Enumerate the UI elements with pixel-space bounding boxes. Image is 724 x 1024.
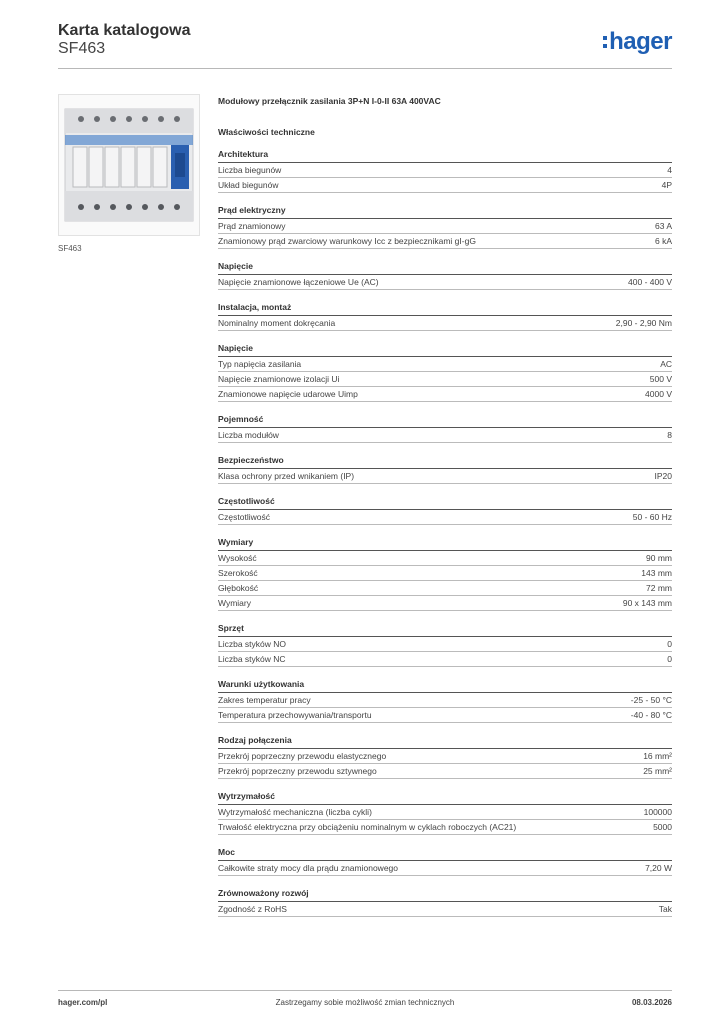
spec-label: Klasa ochrony przed wnikaniem (IP) — [218, 471, 355, 481]
spec-group — [218, 343, 672, 402]
spec-row — [218, 357, 672, 372]
spec-label: Napięcie znamionowe łączeniowe Ue (AC) — [218, 277, 379, 287]
spec-group — [218, 149, 672, 193]
spec-group-title: Sprzęt — [218, 623, 672, 637]
spec-row — [218, 805, 672, 820]
spec-value: 400 - 400 V — [628, 277, 672, 287]
document-title: Karta katalogowa — [58, 22, 191, 39]
spec-label: Przekrój poprzeczny przewodu sztywnego — [218, 766, 377, 776]
spec-row — [218, 469, 672, 484]
spec-group-title: Rodzaj połączenia — [218, 735, 672, 749]
spec-row — [218, 163, 672, 178]
product-name: Modułowy przełącznik zasilania 3P+N I-0-II 63A 400VAC — [218, 96, 441, 106]
spec-row — [218, 902, 672, 917]
spec-value: 2,90 - 2,90 Nm — [615, 318, 672, 328]
spec-row — [218, 820, 672, 835]
spec-row — [218, 372, 672, 387]
spec-value: AC — [660, 359, 672, 369]
document-subtitle: SF463 — [58, 40, 106, 57]
spec-group-title: Bezpieczeństwo — [218, 455, 672, 469]
spec-label: Liczba modułów — [218, 430, 279, 440]
spec-row — [218, 275, 672, 290]
spec-label: Nominalny moment dokręcania — [218, 318, 336, 328]
spec-row — [218, 861, 672, 876]
spec-value: 4P — [661, 180, 672, 190]
spec-group — [218, 414, 672, 443]
footer-website-link[interactable]: hager.com/pl — [58, 998, 108, 1007]
spec-value: 6 kA — [654, 236, 672, 246]
spec-row — [218, 708, 672, 723]
spec-group-title: Wytrzymałość — [218, 791, 672, 805]
spec-row — [218, 428, 672, 443]
spec-row — [218, 566, 672, 581]
switch-device-illustration — [59, 95, 199, 235]
spec-label: Zgodność z RoHS — [218, 904, 287, 914]
spec-value: 63 A — [654, 221, 672, 231]
spec-value: 500 V — [649, 374, 672, 384]
hager-logo[interactable] — [603, 28, 672, 56]
spec-value: 0 — [667, 654, 672, 664]
spec-group — [218, 623, 672, 667]
spec-group-title: Warunki użytkowania — [218, 679, 672, 693]
spec-label: Temperatura przechowywania/transportu — [218, 710, 372, 720]
header-divider — [58, 68, 672, 69]
spec-row — [218, 234, 672, 249]
spec-value: 90 mm — [646, 553, 672, 563]
spec-group — [218, 261, 672, 290]
spec-row — [218, 219, 672, 234]
spec-value: 25 mm² — [643, 766, 672, 776]
spec-group — [218, 847, 672, 876]
spec-group-title: Prąd elektryczny — [218, 205, 672, 219]
spec-label: Głębokość — [218, 583, 259, 593]
spec-label: Wytrzymałość mechaniczna (liczba cykli) — [218, 807, 372, 817]
spec-value: -40 - 80 °C — [630, 710, 672, 720]
footer-divider — [58, 990, 672, 991]
spec-label: Zakres temperatur pracy — [218, 695, 311, 705]
spec-group-title: Moc — [218, 847, 672, 861]
spec-label: Wysokość — [218, 553, 257, 563]
spec-label: Liczba styków NO — [218, 639, 287, 649]
spec-row — [218, 749, 672, 764]
spec-group-title: Wymiary — [218, 537, 672, 551]
spec-row — [218, 551, 672, 566]
spec-label: Układ biegunów — [218, 180, 279, 190]
spec-row — [218, 178, 672, 193]
spec-value: 100000 — [643, 807, 672, 817]
spec-value: 4 — [667, 165, 672, 175]
spec-value: 5000 — [653, 822, 672, 832]
spec-group — [218, 537, 672, 611]
spec-value: 7,20 W — [645, 863, 672, 873]
spec-label: Przekrój poprzeczny przewodu elastycznego — [218, 751, 387, 761]
spec-group-title: Zrównoważony rozwój — [218, 888, 672, 902]
spec-label: Wymiary — [218, 598, 251, 608]
spec-group — [218, 791, 672, 835]
spec-row — [218, 693, 672, 708]
spec-row — [218, 316, 672, 331]
spec-row — [218, 637, 672, 652]
spec-value: 16 mm² — [643, 751, 672, 761]
spec-value: 72 mm — [646, 583, 672, 593]
product-image — [58, 94, 200, 236]
spec-groups — [218, 149, 672, 917]
spec-row — [218, 510, 672, 525]
spec-group — [218, 679, 672, 723]
spec-label: Napięcie znamionowe izolacji Ui — [218, 374, 340, 384]
spec-label: Znamionowe napięcie udarowe Uimp — [218, 389, 358, 399]
spec-value: 8 — [667, 430, 672, 440]
spec-value: IP20 — [654, 471, 672, 481]
spec-group-title: Pojemność — [218, 414, 672, 428]
spec-row — [218, 581, 672, 596]
logo-dots-icon — [603, 34, 607, 50]
spec-label: Znamionowy prąd zwarciowy warunkowy Icc z bezpiecznikami gI-gG — [218, 236, 476, 246]
spec-group — [218, 888, 672, 917]
section-title: Właściwości techniczne — [218, 127, 315, 137]
footer-date: 08.03.2026 — [631, 998, 672, 1007]
image-caption: SF463 — [58, 244, 82, 253]
spec-group — [218, 455, 672, 484]
spec-row — [218, 596, 672, 611]
spec-group — [218, 735, 672, 779]
spec-value: 90 x 143 mm — [622, 598, 672, 608]
spec-label: Typ napięcia zasilania — [218, 359, 302, 369]
spec-value: 50 - 60 Hz — [632, 512, 672, 522]
spec-label: Szerokość — [218, 568, 258, 578]
spec-group-title: Napięcie — [218, 261, 672, 275]
spec-value: -25 - 50 °C — [630, 695, 672, 705]
spec-label: Prąd znamionowy — [218, 221, 286, 231]
spec-value: 0 — [667, 639, 672, 649]
spec-group-title: Częstotliwość — [218, 496, 672, 510]
spec-group — [218, 496, 672, 525]
spec-label: Trwałość elektryczna przy obciążeniu nominalnym w cyklach roboczych (AC21) — [218, 822, 517, 832]
spec-value: Tak — [658, 904, 672, 914]
spec-group-title: Instalacja, montaż — [218, 302, 672, 316]
spec-group-title: Architektura — [218, 149, 672, 163]
spec-label: Liczba biegunów — [218, 165, 282, 175]
spec-row — [218, 652, 672, 667]
spec-label: Całkowite straty mocy dla prądu znamionowego — [218, 863, 399, 873]
spec-label: Częstotliwość — [218, 512, 270, 522]
logo-text: hager — [609, 28, 672, 55]
document-header — [58, 22, 672, 58]
spec-label: Liczba styków NC — [218, 654, 286, 664]
spec-value: 143 mm — [641, 568, 672, 578]
spec-row — [218, 387, 672, 402]
footer-disclaimer: Zastrzegamy sobie możliwość zmian technicznych — [275, 998, 455, 1007]
specifications — [218, 96, 672, 917]
spec-group-title: Napięcie — [218, 343, 672, 357]
spec-row — [218, 764, 672, 779]
spec-group — [218, 302, 672, 331]
spec-value: 4000 V — [645, 389, 672, 399]
spec-group — [218, 205, 672, 249]
